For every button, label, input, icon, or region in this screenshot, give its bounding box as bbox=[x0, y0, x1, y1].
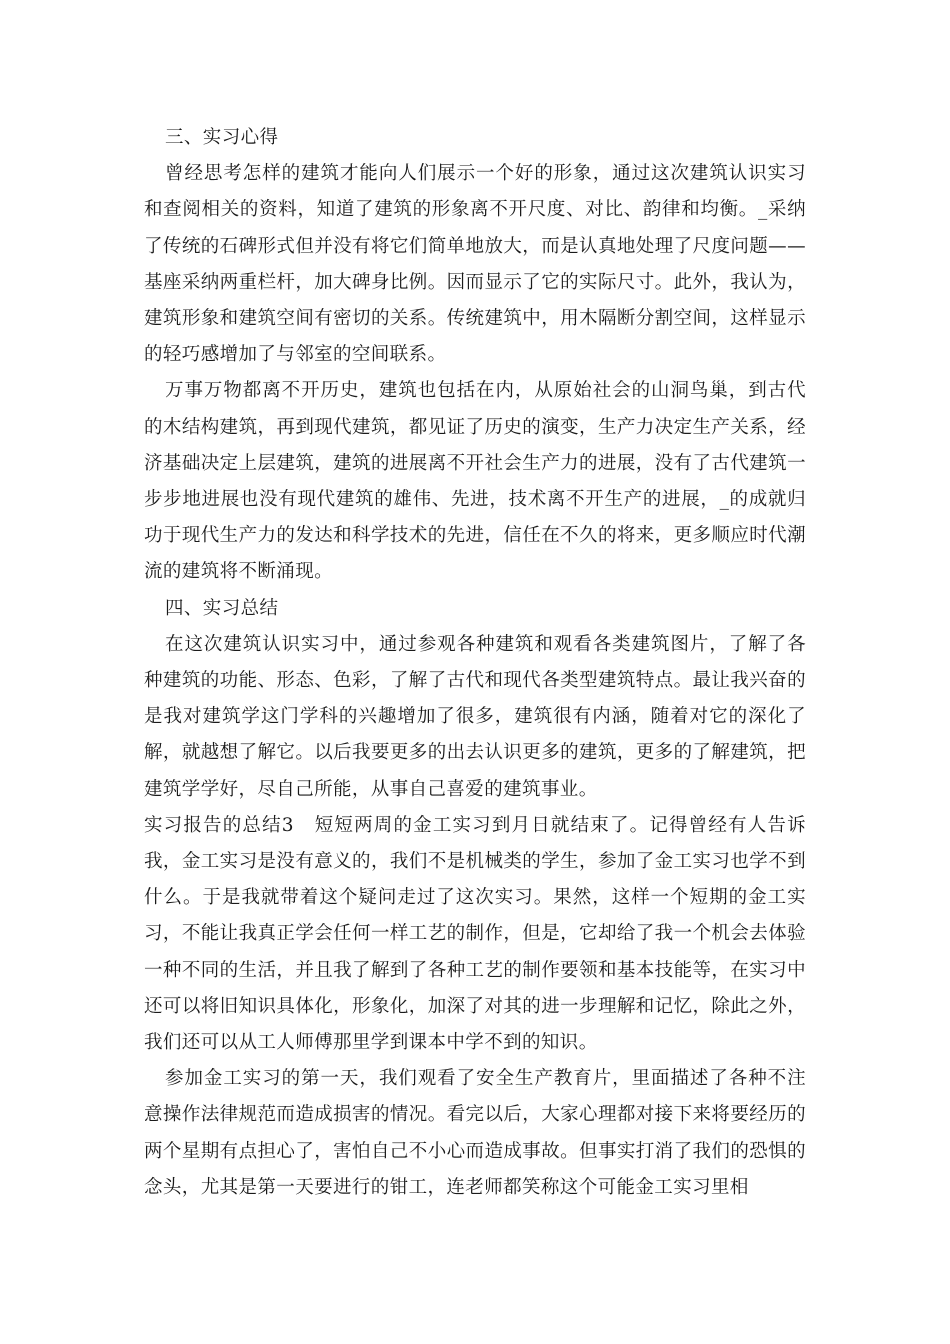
section-heading-3: 三、实习心得 bbox=[165, 127, 279, 148]
section-heading-4: 四、实习总结 bbox=[165, 597, 279, 619]
report-3-block bbox=[144, 808, 806, 1061]
report-3-first-paragraph: 短短两周的金工实习到月日就结束了。记得曾经有人告诉我，金工实习是没有意义的，我们不是机械类的学生，参加了金工实习也学不到什么。于是我就带着这个疑问走过了这次实习。果然，这样一个短期的金工实习，不能让我真正学会任何一样工艺的制作，但是，它却给了我一个机会去体验一种不同的生活，并且我了解到了各种工艺的制作要领和基本技能等，在实习中还可以将旧知识具体化，形象化，加深了对其的进一步理解和记忆，除此之外，我们还可以从工人师傅那里学到课本中学不到的知识。 bbox=[144, 814, 806, 1054]
paragraph: 曾经思考怎样的建筑才能向人们展示一个好的形象，通过这次建筑认识实习和查阅相关的资料，知道了建筑的形象离不开尺度、对比、韵律和均衡。_采纳了传统的石碑形式但并没有将它们简单地放大，而是认真地处理了尺度问题——基座采纳两重栏杆，加大碑身比例。因而显示了它的实际尺寸。此外，我认为，建筑形象和建筑空间有密切的关系。传统建筑中，用木隔断分割空间，这样显示的轻巧感增加了与邻室的空间联系。 bbox=[144, 163, 806, 366]
paragraph: 万事万物都离不开历史，建筑也包括在内，从原始社会的山洞鸟巢，到古代的木结构建筑，再到现代建筑，都见证了历史的演变，生产力决定生产关系，经济基础决定上层建筑，建筑的进展离不开社会生产力的进展，没有了古代建筑一步步地进展也没有现代建筑的雄伟、先进，技术离不开生产的进展，_的成就归功于现代生产力的发达和科学技术的先进，信任在不久的将来，更多顺应时代潮流的建筑将不断涌现。 bbox=[144, 380, 806, 583]
paragraph: 在这次建筑认识实习中，通过参观各种建筑和观看各类建筑图片，了解了各种建筑的功能、形态、色彩，了解了古代和现代各类型建筑特点。最让我兴奋的是我对建筑学这门学科的兴趣增加了很多，建筑很有内涵，随着对它的深化了解，就越想了解它。以后我要更多的出去认识更多的建筑，更多的了解建筑，把建筑学学好，尽自己所能，从事自己喜爱的建筑事业。 bbox=[144, 633, 806, 800]
paragraph: 参加金工实习的第一天，我们观看了安全生产教育片，里面描述了各种不注意操作法律规范而造成损害的情况。看完以后，大家心理都对接下来将要经历的两个星期有点担心了，害怕自己不小心而造成事故。但事实打消了我们的恐惧的念头，尤其是第一天要进行的钳工，连老师都笑称这个可能金工实习里相 bbox=[144, 1068, 806, 1198]
report-3-title: 实习报告的总结3 bbox=[144, 814, 294, 836]
document-body bbox=[144, 120, 806, 1206]
